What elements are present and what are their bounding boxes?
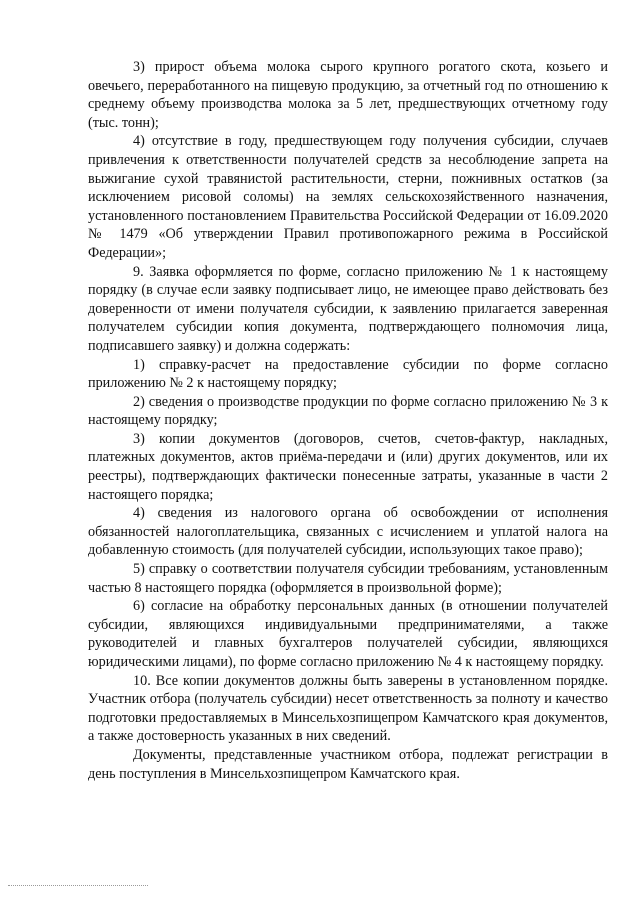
list-item-4-tax-info: 4) сведения из налогового органа об освобождении от исполнения обязанностей налогоплательщика, связанных с исчислением и уплатой налога на добавленную стоимость (для получателей субсидии, использующих такое право); (88, 505, 608, 559)
list-item-1-calculation: 1) справку-расчет на предоставление субсидии по форме согласно приложению № 2 к настоящему порядку; (88, 356, 608, 392)
paragraph-4-no-burning: 4) отсутствие в году, предшествующем году получения субсидии, случаев привлечения к ответственности получателей средств за несоблюдение запрета на выжигание сухой травянистой растительности, стерни, пожнивных остатков (за исключением рисовой соломы) на землях сельскохозяйственного назначения, установленного постановлением Правительства Российской Федерации от 16.09.2020 № 1479 «Об утверждении Правил противопожарного режима в Российской Федерации»; (88, 133, 608, 261)
paragraph-3-milk-growth: 3) прирост объема молока сырого крупного рогатого скота, козьего и овечьего, переработанного на пищевую продукцию, за отчетный год по отношению к среднему объему производства молока за 5 лет, предшествующих отчетному году (тыс. тонн); (88, 59, 608, 131)
list-item-6-consent: 6) согласие на обработку персональных данных (в отношении получателей субсидии, являющихся индивидуальными предпринимателями, а также руководителей и главных бухгалтеров получателей субсидии, являющихся юридическими лицами), по форме согласно приложению № 4 к настоящему порядку. (88, 598, 608, 670)
list-item-5-compliance: 5) справку о соответствии получателя субсидии требованиям, установленным частью 8 настоящего порядка (оформляется в произвольной форме); (88, 561, 608, 596)
list-item-2-production: 2) сведения о производстве продукции по форме согласно приложению № 3 к настоящему порядку; (88, 393, 608, 429)
paragraph-10-copies: 10. Все копии документов должны быть заверены в установленном порядке. Участник отбора (получатель субсидии) несет ответственность за полноту и качество подготовки предоставляемых в Минсельхозпищепром Камчатского края документов, а также достоверность указанных в них сведений. (88, 672, 608, 745)
scan-artifact-line (8, 885, 148, 886)
document-page (88, 58, 608, 783)
list-item-3-documents: 3) копии документов (договоров, счетов, счетов-фактур, накладных, платежных документов, актов приёма-передачи и (или) других документов, или их реестры), подтверждающих фактически понесенные затраты, указанные в части 2 настоящего порядка; (88, 430, 608, 503)
paragraph-9-application: 9. Заявка оформляется по форме, согласно приложению № 1 к настоящему порядку (в случае если заявку подписывает лицо, не имеющее право действовать без доверенности от имени получателя субсидии, к заявлению прилагается заверенная получателем субсидии копия документа, подтверждающего полномочия лица, подписавшего заявку) и должна содержать: (88, 263, 608, 354)
paragraph-registration: Документы, представленные участником отбора, подлежат регистрации в день поступления в Минсельхозпищепром Камчатского края. (88, 746, 608, 782)
